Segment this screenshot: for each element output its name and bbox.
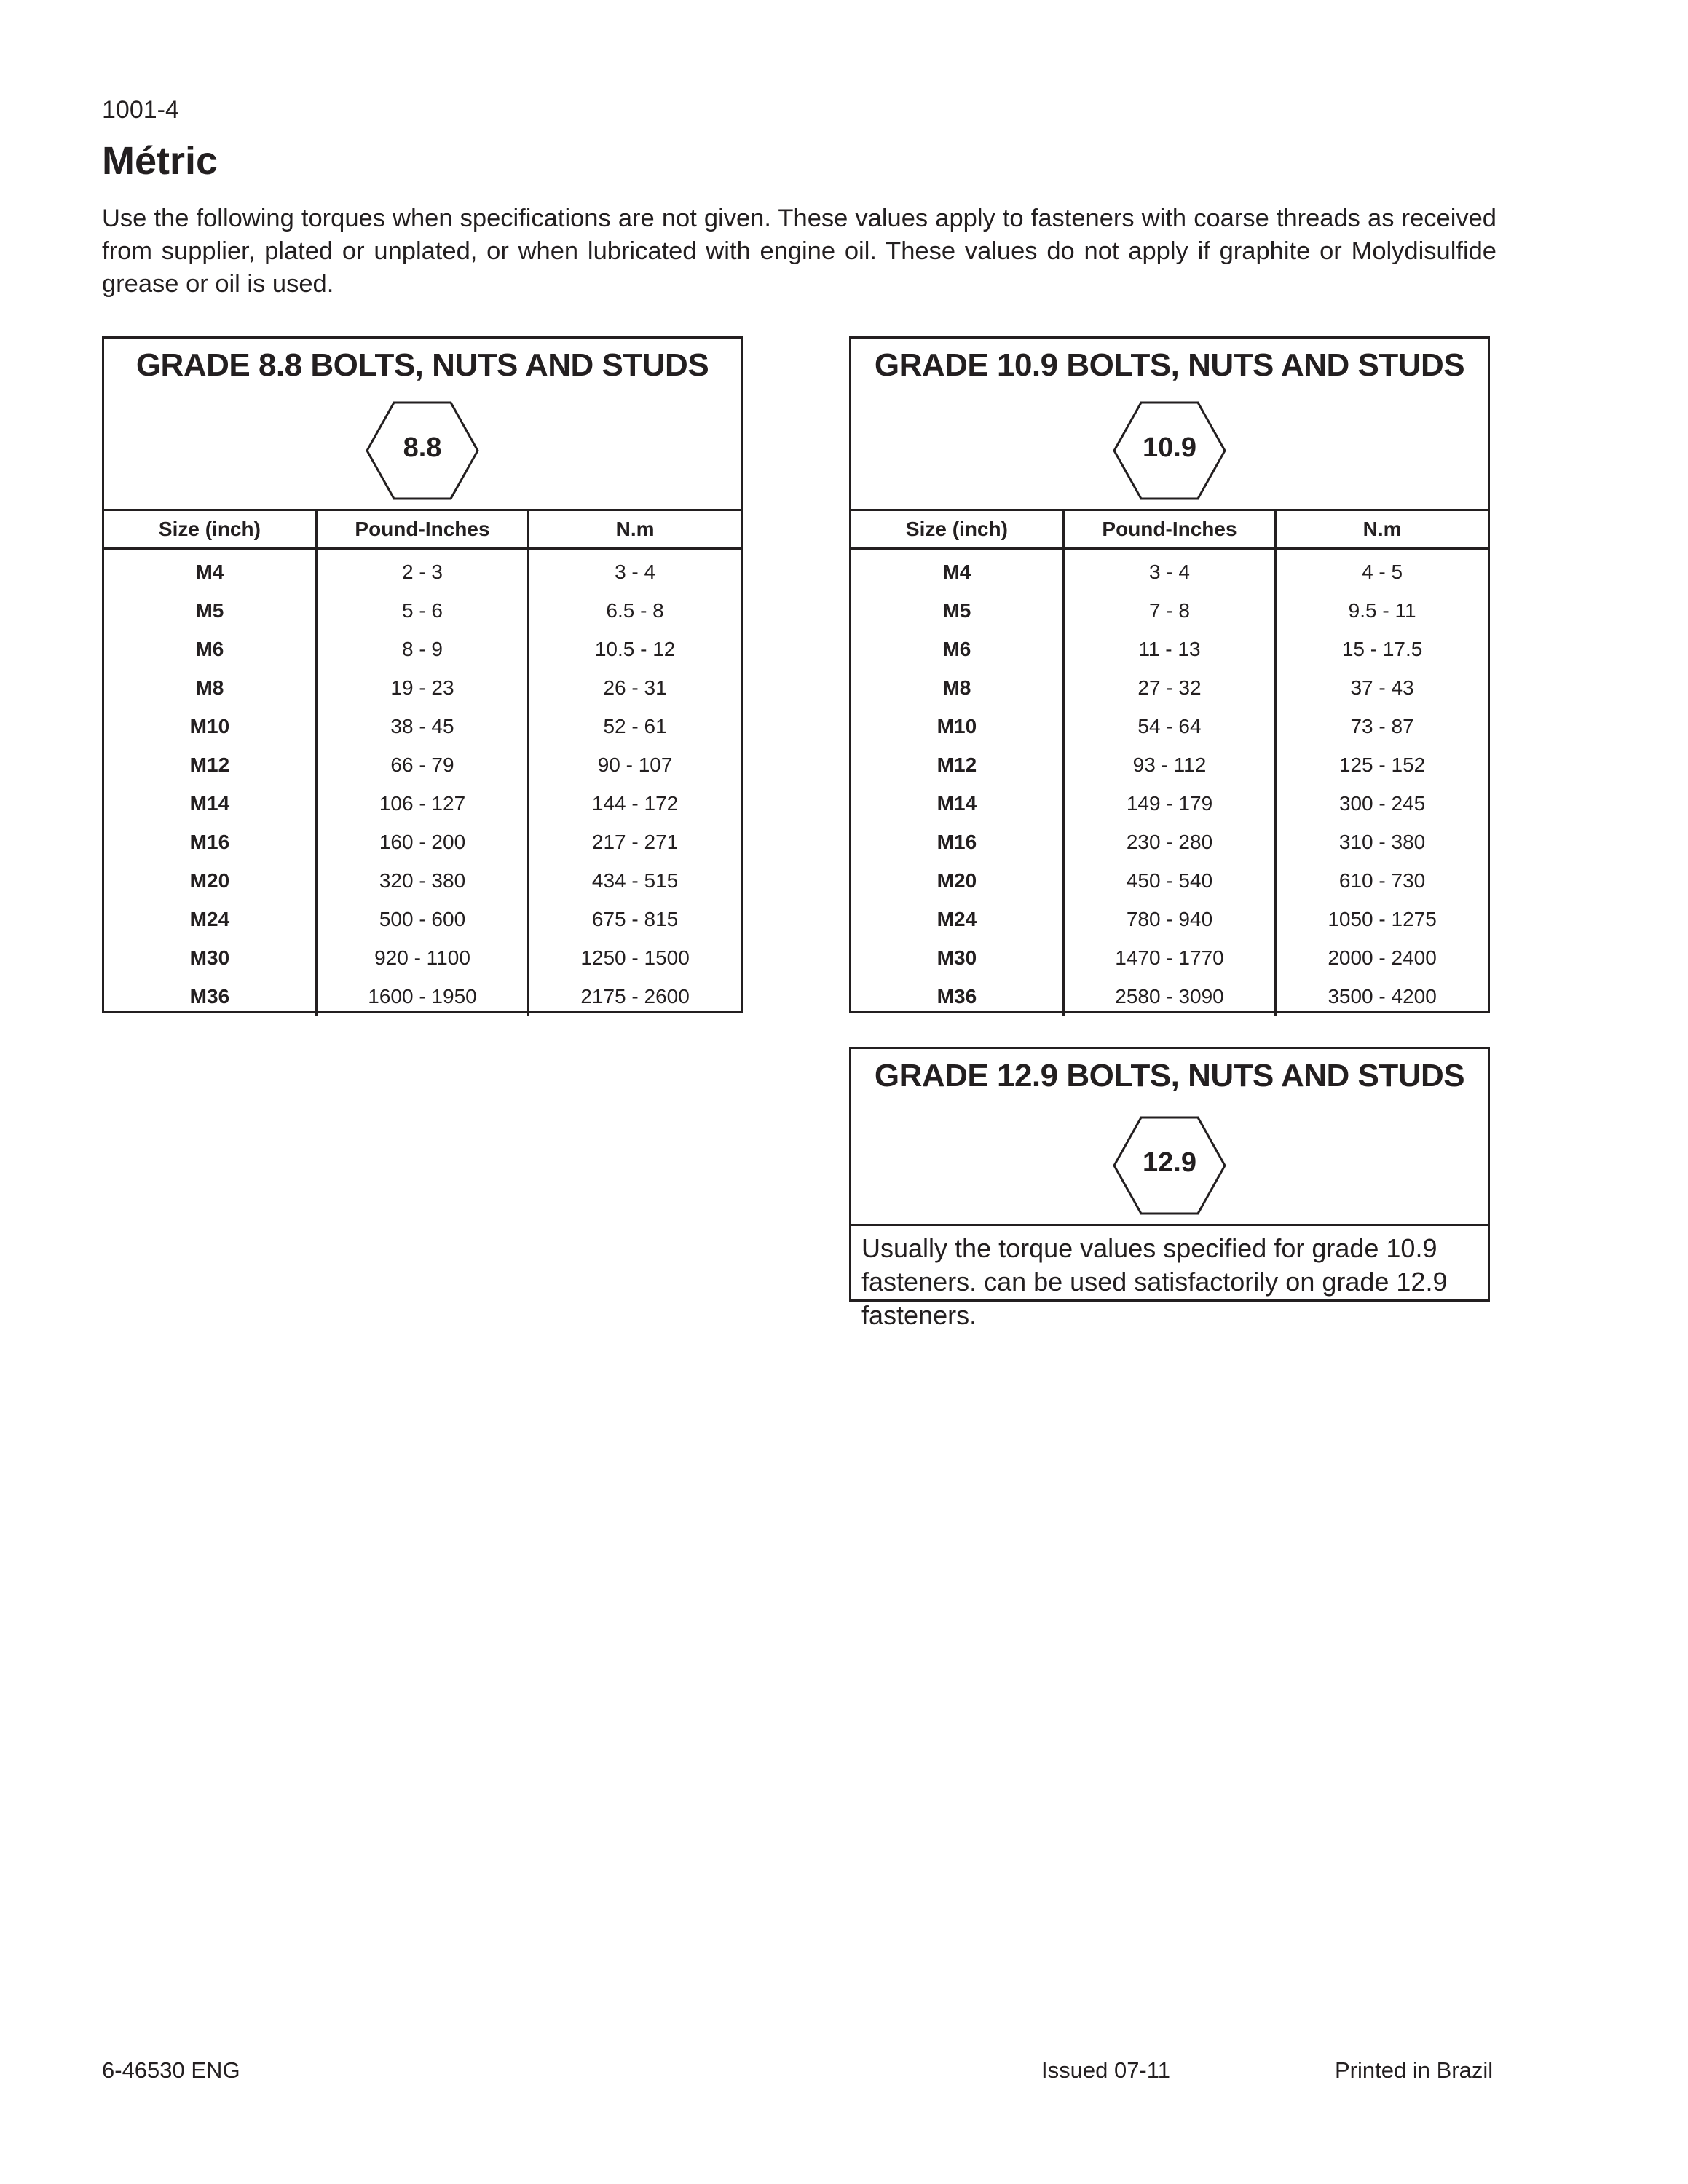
table-row: [851, 630, 1488, 668]
page-number: 1001-4: [102, 96, 179, 124]
table-row: [104, 861, 741, 900]
pound-inches-cell: 2 - 3: [316, 549, 528, 592]
column-header-size: Size (inch): [851, 511, 1063, 549]
nm-cell: 4 - 5: [1362, 560, 1403, 583]
size-cell: M8: [104, 668, 316, 707]
table-row: [104, 977, 741, 1016]
pound-inches-cell: 160 - 200: [316, 823, 528, 861]
table-row: [104, 549, 741, 592]
grade-12-9-note: Usually the torque values specified for grade 10.9 fasteners. can be used satisfactorily on grade 12.9 fasteners.: [861, 1233, 1448, 1330]
pound-inches-cell: 106 - 127: [316, 784, 528, 823]
grade-title: GRADE 12.9 BOLTS, NUTS AND STUDS: [874, 1058, 1465, 1093]
pound-inches-cell: 19 - 23: [316, 668, 528, 707]
nm-cell: 125 - 152: [1338, 753, 1426, 776]
grade-header: [104, 339, 741, 511]
grade-8-8-table-box: [102, 336, 743, 1013]
grade-mark-label: 12.9: [1143, 1147, 1196, 1178]
size-cell: M4: [851, 549, 1063, 592]
footer-printed: Printed in Brazil: [1335, 2057, 1494, 2083]
nm-cell: 217 - 271: [591, 830, 679, 853]
pound-inches-cell: 500 - 600: [316, 900, 528, 938]
table-row: [104, 784, 741, 823]
pound-inches-cell: 54 - 64: [1063, 707, 1275, 745]
pound-inches-cell: 66 - 79: [316, 745, 528, 784]
nm-cell: 15 - 17.5: [1341, 637, 1423, 660]
table-header-row: [851, 511, 1488, 549]
hex-bolt-mark-icon: [1112, 400, 1227, 501]
grade-10-9-table-box: [849, 336, 1490, 1013]
size-cell: M14: [104, 784, 316, 823]
nm-cell: 6.5 - 8: [606, 598, 664, 622]
pound-inches-cell: 7 - 8: [1063, 591, 1275, 630]
column-header-pound-inches: Pound-Inches: [1063, 511, 1275, 549]
table-header-row: [104, 511, 741, 549]
pound-inches-cell: 2580 - 3090: [1063, 977, 1275, 1016]
pound-inches-cell: 320 - 380: [316, 861, 528, 900]
nm-cell: 1250 - 1500: [580, 946, 690, 969]
hex-bolt-mark-icon: [1112, 1115, 1227, 1216]
pound-inches-cell: 3 - 4: [1063, 549, 1275, 592]
footer-issued: Issued 07-11: [1041, 2057, 1170, 2083]
pound-inches-cell: 5 - 6: [316, 591, 528, 630]
table-row: [104, 630, 741, 668]
pound-inches-cell: 1600 - 1950: [316, 977, 528, 1016]
grade-header: [851, 1049, 1488, 1226]
torque-table: [104, 511, 741, 1016]
nm-cell: 434 - 515: [591, 869, 679, 892]
pound-inches-cell: 1470 - 1770: [1063, 938, 1275, 977]
size-cell: M12: [104, 745, 316, 784]
pound-inches-cell: 149 - 179: [1063, 784, 1275, 823]
size-cell: M30: [851, 938, 1063, 977]
column-header-nm: N.m: [529, 511, 741, 549]
nm-cell: 73 - 87: [1350, 714, 1414, 737]
pound-inches-cell: 11 - 13: [1063, 630, 1275, 668]
size-cell: M14: [851, 784, 1063, 823]
nm-cell: 3500 - 4200: [1328, 984, 1437, 1008]
table-row: [851, 668, 1488, 707]
pound-inches-cell: 8 - 9: [316, 630, 528, 668]
table-row: [104, 591, 741, 630]
nm-cell: 26 - 31: [603, 676, 667, 699]
size-cell: M36: [851, 977, 1063, 1016]
pound-inches-cell: 780 - 940: [1063, 900, 1275, 938]
table-row: [104, 707, 741, 745]
size-cell: M5: [851, 591, 1063, 630]
nm-cell: 310 - 380: [1338, 830, 1426, 853]
grade-header: [851, 339, 1488, 511]
size-cell: M16: [851, 823, 1063, 861]
nm-cell: 1050 - 1275: [1328, 907, 1437, 930]
table-row: [851, 900, 1488, 938]
grade-mark-label: 10.9: [1143, 432, 1196, 463]
size-cell: M12: [851, 745, 1063, 784]
size-cell: M6: [851, 630, 1063, 668]
pound-inches-cell: 27 - 32: [1063, 668, 1275, 707]
column-header-size: Size (inch): [104, 511, 316, 549]
nm-cell: 9.5 - 11: [1348, 598, 1416, 622]
size-cell: M5: [104, 591, 316, 630]
size-cell: M4: [104, 549, 316, 592]
size-cell: M20: [851, 861, 1063, 900]
size-cell: M16: [104, 823, 316, 861]
table-row: [104, 668, 741, 707]
size-cell: M10: [104, 707, 316, 745]
table-row: [851, 861, 1488, 900]
table-row: [851, 784, 1488, 823]
nm-cell: 90 - 107: [597, 753, 673, 776]
nm-cell: 300 - 245: [1338, 791, 1426, 815]
intro-paragraph: Use the following torques when specifications are not given. These values apply to fasteners with coarse threads as received from supplier, plated or unplated, or when lubricated with engine oil. These values do not apply if graphite or Molydisulfide grease or oil is used.: [102, 205, 1496, 298]
torque-table: [851, 511, 1488, 1016]
size-cell: M8: [851, 668, 1063, 707]
size-cell: M10: [851, 707, 1063, 745]
nm-cell: 52 - 61: [603, 714, 667, 737]
size-cell: M6: [104, 630, 316, 668]
nm-cell: 3 - 4: [615, 560, 656, 583]
table-row: [104, 938, 741, 977]
column-header-pound-inches: Pound-Inches: [316, 511, 528, 549]
grade-mark-label: 8.8: [403, 432, 442, 463]
size-cell: M30: [104, 938, 316, 977]
nm-cell: 144 - 172: [591, 791, 679, 815]
table-row: [104, 745, 741, 784]
table-row: [104, 823, 741, 861]
size-cell: M20: [104, 861, 316, 900]
pound-inches-cell: 920 - 1100: [316, 938, 528, 977]
nm-cell: 10.5 - 12: [594, 637, 676, 660]
table-row: [851, 745, 1488, 784]
table-row: [851, 549, 1488, 592]
pound-inches-cell: 38 - 45: [316, 707, 528, 745]
size-cell: M24: [104, 900, 316, 938]
table-row: [851, 823, 1488, 861]
grade-title: GRADE 10.9 BOLTS, NUTS AND STUDS: [874, 347, 1465, 383]
pound-inches-cell: 93 - 112: [1063, 745, 1275, 784]
section-title: Métric: [102, 139, 218, 183]
pound-inches-cell: 230 - 280: [1063, 823, 1275, 861]
nm-cell: 675 - 815: [591, 907, 679, 930]
nm-cell: 2000 - 2400: [1328, 946, 1437, 969]
table-row: [104, 900, 741, 938]
pound-inches-cell: 450 - 540: [1063, 861, 1275, 900]
column-header-nm: N.m: [1276, 511, 1488, 549]
nm-cell: 37 - 43: [1350, 676, 1414, 699]
table-row: [851, 977, 1488, 1016]
footer-doc-number: 6-46530 ENG: [102, 2057, 240, 2083]
size-cell: M36: [104, 977, 316, 1016]
hex-bolt-mark-icon: [365, 400, 480, 501]
nm-cell: 2175 - 2600: [580, 984, 690, 1008]
size-cell: M24: [851, 900, 1063, 938]
nm-cell: 610 - 730: [1338, 869, 1426, 892]
table-row: [851, 707, 1488, 745]
table-row: [851, 938, 1488, 977]
grade-12-9-note-box: [849, 1047, 1490, 1330]
grade-title: GRADE 8.8 BOLTS, NUTS AND STUDS: [135, 347, 709, 383]
table-row: [851, 591, 1488, 630]
